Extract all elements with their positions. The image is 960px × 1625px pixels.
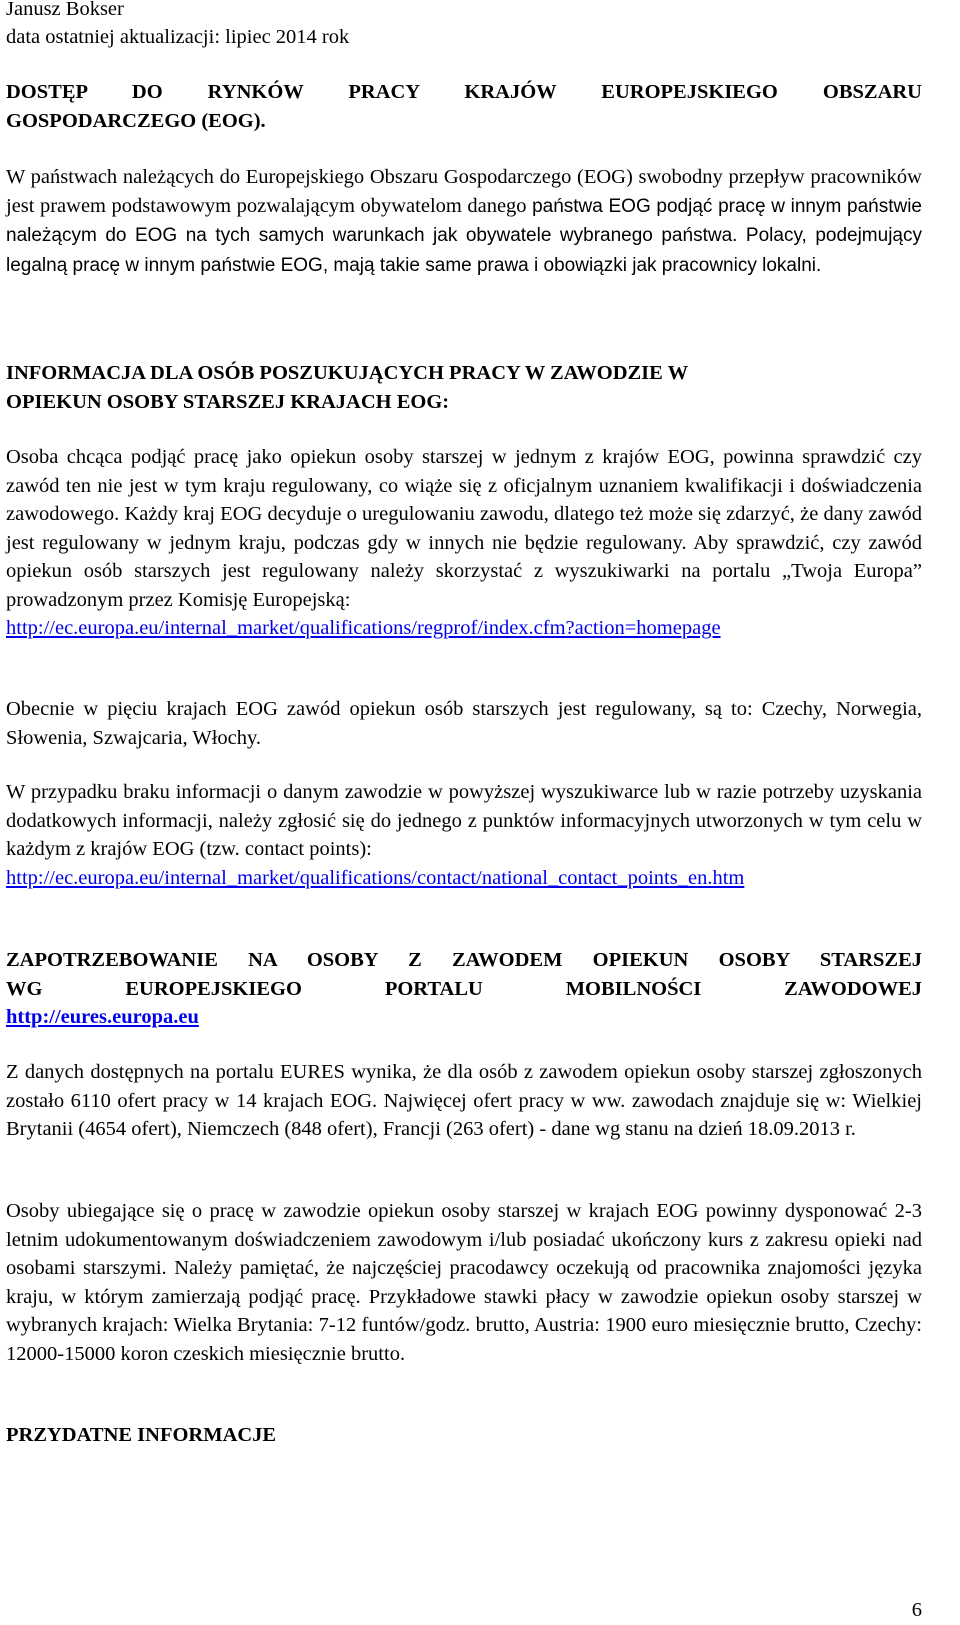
regprof-link[interactable]: http://ec.europa.eu/internal_market/qualifications/regprof/index.cfm?action=homepage <box>6 617 721 639</box>
section1-heading <box>6 78 922 135</box>
section2-heading <box>6 359 922 416</box>
section2-paragraph-2: Obecnie w pięciu krajach EOG zawód opiekun osób starszych jest regulowany, są to: Czechy, Norwegia, Słowenia, Szwajcaria, Włochy. <box>6 698 922 749</box>
section3-paragraph-1: Z danych dostępnych na portalu EURES wynika, że dla osób z zawodem opiekun osoby starszej zgłoszonych zostało 6110 ofert pracy w 14 krajach EOG. Najwięcej ofert pracy w ww. zawodach znajduje się w: Wielkiej Brytanii (4654 ofert), Niemczech (848 ofert), Francji (263 ofert) - dane wg stanu na dzień 18.09.2013 r. <box>6 1061 922 1140</box>
section1-heading-line1: DOSTĘP DO RYNKÓW PRACY KRAJÓW EUROPEJSKIEGO OBSZARU <box>6 81 922 103</box>
section1-paragraph-sans: państwa EOG podjąć pracę w innym państwie należącym do EOG na tych samych warunkach jak obywatele wybranego państwa. Polacy, podejmujący legalną pracę w innym państwie EOG, mają takie same prawa i obowiązki jak pracownicy lokalni. <box>6 195 922 276</box>
section2-paragraph-3-text: W przypadku braku informacji o danym zawodzie w powyższej wyszukiwarce lub w razie potrzeby uzyskania dodatkowych informacji, należy zgłosić się do jednego z punktów informacyjnych utworzonych w tym celu w każdym z krajów EOG (tzw. contact points): <box>6 781 922 860</box>
section3-heading <box>6 946 922 1032</box>
page-number: 6 <box>911 1599 922 1621</box>
section2-paragraph-1-text: Osoba chcąca podjąć pracę jako opiekun osoby starszej w jednym z krajów EOG, powinna sprawdzić czy zawód ten nie jest w tym kraju regulowany, co wiąże się z oficjalnym uznaniem kwalifikacji i doświadczenia zawodowego. Każdy kraj EOG decyduje o uregulowaniu zawodu, dlatego też może się zdarzyć, że dany zawód jest regulowany w jednym kraju, podczas gdy w innych nie będzie regulowany. Aby sprawdzić, czy zawód opiekun osób starszych jest regulowany należy skorzystać z wyszukiwarki na portalu „Twoja Europa” prowadzonym przez Komisję Europejską: <box>6 446 922 611</box>
section4-heading: PRZYDATNE INFORMACJE <box>6 1424 277 1446</box>
eures-link[interactable]: http://eures.europa.eu <box>6 1006 199 1028</box>
section1-paragraph-serif: W państwach należących do Europejskiego Obszaru Gospodarczego (EOG) swobodny przepływ pracowników jest prawem podstawowym pozwalającym obywatelom danego <box>6 166 922 217</box>
section2-heading-line2: OPIEKUN OSOBY STARSZEJ KRAJACH EOG: <box>6 390 450 413</box>
section2-paragraph-3 <box>6 778 922 892</box>
author-name: Janusz Bokser <box>6 0 124 20</box>
section3-paragraph-2: Osoby ubiegające się o pracę w zawodzie opiekun osoby starszej w krajach EOG powinny dysponować 2-3 letnim udokumentowanym doświadczeniem zawodowym i/lub posiadać ukończony kurs z zakresu opieki nad osobami starszymi. Należy pamiętać, że najczęściej pracodawcy oczekują od pracownika znajomości języka kraju, w którym zamierzają podjąć pracę. Przykładowe stawki płacy w zawodzie opiekun osoby starszej w wybranych krajach: Wielka Brytania: 7-12 funtów/godz. brutto, Austria: 1900 euro miesięcznie brutto, Czechy: 12000-15000 koron czeskich miesięcznie brutto. <box>6 1200 922 1365</box>
section2-heading-line1: INFORMACJA DLA OSÓB POSZUKUJĄCYCH PRACY W ZAWODZIE W <box>6 362 689 384</box>
section1-heading-line2: GOSPODARCZEGO (EOG). <box>6 109 266 132</box>
update-date: data ostatniej aktualizacji: lipiec 2014 rok <box>6 26 350 48</box>
section3-heading-line2: WG EUROPEJSKIEGO PORTALU MOBILNOŚCI ZAWODOWEJ <box>6 977 922 1000</box>
section3-heading-line1: ZAPOTRZEBOWANIE NA OSOBY Z ZAWODEM OPIEKUN OSOBY STARSZEJ <box>6 949 922 971</box>
contact-points-link[interactable]: http://ec.europa.eu/internal_market/qualifications/contact/national_contact_points_en.htm <box>6 866 745 889</box>
section1-paragraph <box>6 163 922 280</box>
section2-paragraph-1 <box>6 443 922 643</box>
